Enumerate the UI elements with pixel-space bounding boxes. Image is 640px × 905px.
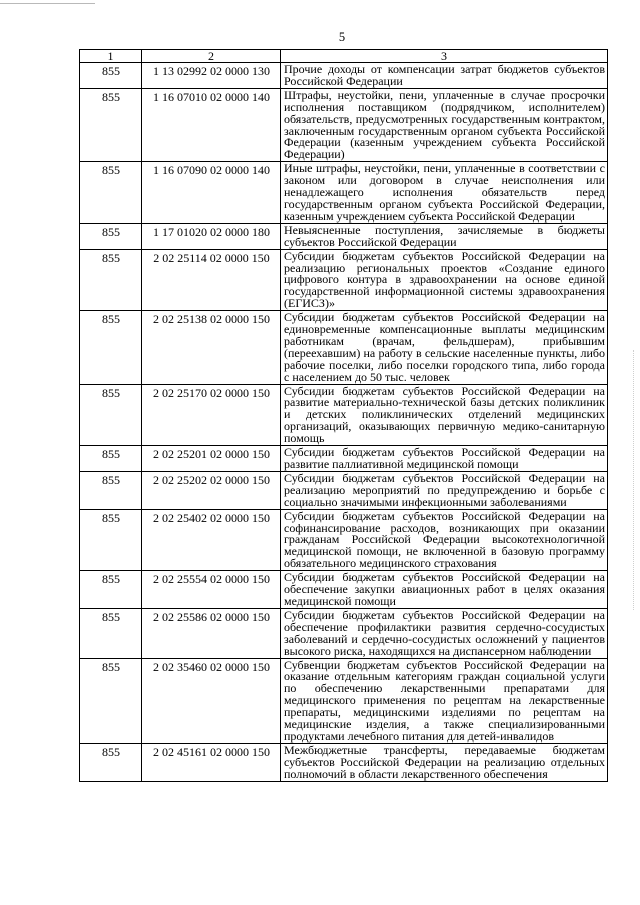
description-cell: Невыясненные поступления, зачисляемые в бюджеты субъектов Российской Федерации: [281, 223, 608, 249]
admin-code-cell: 855: [80, 88, 142, 161]
description-cell: Штрафы, неустойки, пени, уплаченные в случае просрочки исполнения поставщиком (подрядчиком, исполнителем) обязательств, предусмотренных государственным контрактом, заключенным государственным органом субъекта Российской Федерации (казенным учреждением субъекта Российской Федерации): [281, 88, 608, 161]
admin-code-cell: 855: [80, 63, 142, 89]
table-row: [80, 446, 608, 472]
revenue-code-cell: 2 02 25402 02 0000 150: [142, 509, 281, 571]
admin-code-cell: 855: [80, 223, 142, 249]
description-cell: Субсидии бюджетам субъектов Российской Федерации на софинансирование расходов, возникающих при оказании гражданам Российской Федерации высокотехнологичной медицинской помощи, не включенной в базовую программу обязательного медицинского страхования: [281, 509, 608, 571]
admin-code-cell: 855: [80, 471, 142, 509]
admin-code-cell: 855: [80, 743, 142, 781]
revenue-code-cell: 2 02 25170 02 0000 150: [142, 384, 281, 446]
column-header-2: 2: [142, 50, 281, 63]
revenue-code-cell: 1 17 01020 02 0000 180: [142, 223, 281, 249]
admin-code-cell: 855: [80, 162, 142, 224]
description-cell: Субсидии бюджетам субъектов Российской Федерации на единовременные компенсационные выплаты медицинским работникам (врачам, фельдшерам), прибывшим (переехавшим) на работу в сельские населенные пункты, либо рабочие поселки, либо поселки городского типа, либо города с населением до 50 тыс. человек: [281, 311, 608, 384]
table-row: [80, 571, 608, 609]
revenue-code-cell: 2 02 25586 02 0000 150: [142, 608, 281, 658]
admin-code-cell: 855: [80, 509, 142, 571]
table-row: [80, 63, 608, 89]
table-row: [80, 311, 608, 384]
table-row: [80, 384, 608, 446]
description-cell: Субсидии бюджетам субъектов Российской Федерации на обеспечение профилактики развития сердечно-сосудистых заболеваний и сердечно-сосудистых осложнений у пациентов высокого риска, находящихся на диспансерном наблюдении: [281, 608, 608, 658]
table-row: [80, 471, 608, 509]
table-row: [80, 249, 608, 311]
scan-edge-line: [0, 3, 95, 4]
admin-code-cell: 855: [80, 608, 142, 658]
page-number: 5: [338, 30, 346, 44]
description-cell: Субсидии бюджетам субъектов Российской Федерации на реализацию региональных проектов «Создание единого цифрового контура в здравоохранении на основе единой государственной информационной системы здравоохранения (ЕГИСЗ)»: [281, 249, 608, 311]
column-header-1: 1: [80, 50, 142, 63]
admin-code-cell: 855: [80, 249, 142, 311]
table-row: [80, 658, 608, 743]
scan-margin-marks: [633, 350, 635, 610]
table-row: [80, 509, 608, 571]
admin-code-cell: 855: [80, 384, 142, 446]
description-cell: Субсидии бюджетам субъектов Российской Федерации на развитие материально-технической базы детских поликлиник и детских поликлинических отделений медицинских организаций, оказывающих первичную медико-санитарную помощь: [281, 384, 608, 446]
description-cell: Субсидии бюджетам субъектов Российской Федерации на реализацию мероприятий по предупреждению и борьбе с социально значимыми инфекционными заболеваниями: [281, 471, 608, 509]
revenue-code-cell: 1 13 02992 02 0000 130: [142, 63, 281, 89]
table-row: [80, 743, 608, 781]
description-cell: Иные штрафы, неустойки, пени, уплаченные в соответствии с законом или договором в случае неисполнения или ненадлежащего исполнения обязательств перед государственным органом субъекта Российской Федерации, казенным учреждением субъекта Российской Федерации: [281, 162, 608, 224]
revenue-code-cell: 2 02 25138 02 0000 150: [142, 311, 281, 384]
description-cell: Субсидии бюджетам субъектов Российской Федерации на развитие паллиативной медицинской помощи: [281, 446, 608, 472]
admin-code-cell: 855: [80, 311, 142, 384]
table-header-row: [80, 50, 608, 63]
table-row: [80, 88, 608, 161]
revenue-code-cell: 2 02 25201 02 0000 150: [142, 446, 281, 472]
admin-code-cell: 855: [80, 658, 142, 743]
revenue-code-cell: 2 02 35460 02 0000 150: [142, 658, 281, 743]
budget-codes-table: [79, 49, 608, 782]
description-cell: Субсидии бюджетам субъектов Российской Федерации на обеспечение закупки авиационных работ в целях оказания медицинской помощи: [281, 571, 608, 609]
description-cell: Прочие доходы от компенсации затрат бюджетов субъектов Российской Федерации: [281, 63, 608, 89]
revenue-code-cell: 2 02 25554 02 0000 150: [142, 571, 281, 609]
description-cell: Межбюджетные трансферты, передаваемые бюджетам субъектов Российской Федерации на реализацию отдельных полномочий в области лекарственного обеспечения: [281, 743, 608, 781]
revenue-code-cell: 2 02 45161 02 0000 150: [142, 743, 281, 781]
admin-code-cell: 855: [80, 571, 142, 609]
revenue-code-cell: 2 02 25202 02 0000 150: [142, 471, 281, 509]
table-row: [80, 162, 608, 224]
revenue-code-cell: 1 16 07090 02 0000 140: [142, 162, 281, 224]
description-cell: Субвенции бюджетам субъектов Российской Федерации на оказание отдельным категориям граждан социальной услуги по обеспечению лекарственными препаратами для медицинского применения по рецептам на лекарственные препараты, медицинскими изделиями по рецептам на медицинские изделия, а также специализированными продуктами лечебного питания для детей-инвалидов: [281, 658, 608, 743]
revenue-code-cell: 1 16 07010 02 0000 140: [142, 88, 281, 161]
revenue-code-cell: 2 02 25114 02 0000 150: [142, 249, 281, 311]
table-row: [80, 608, 608, 658]
column-header-3: 3: [281, 50, 608, 63]
table-row: [80, 223, 608, 249]
admin-code-cell: 855: [80, 446, 142, 472]
